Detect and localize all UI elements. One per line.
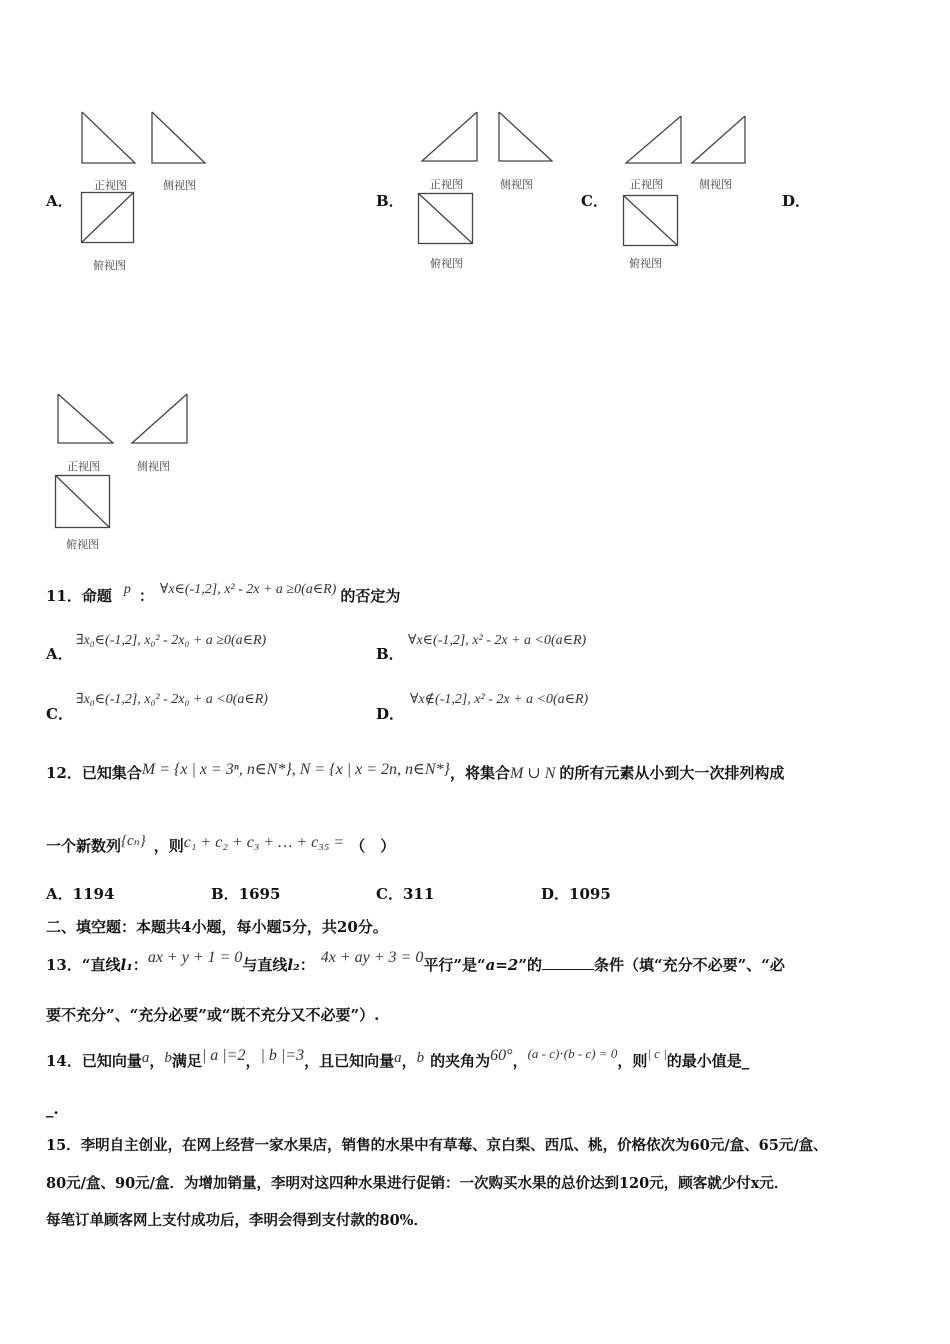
q12-line2: 一个新数列{cₙ} ，则c₁ + c₂ + c₃ + … + c₃₅ = （ ）: [46, 833, 396, 855]
q11-statement: ∀x∈(-1,2], x² - 2x + a ≥0(a∈R): [159, 582, 337, 597]
option-b-top-caption: 俯视图: [430, 257, 463, 270]
q11-option-b-expr: ∀x∈(-1,2], x² - 2x + a <0(a∈R): [408, 633, 587, 648]
option-d-label: D．: [782, 192, 811, 210]
option-a-front-view: [80, 110, 138, 166]
q12-option-b: B．1695: [211, 885, 281, 903]
q11-option-b-label: B．: [376, 645, 404, 663]
section-2-heading: 二、填空题：本题共4小题，每小题5分，共20分。: [46, 918, 388, 936]
q12-option-c: C．311: [376, 885, 435, 903]
option-b-top-view: [417, 192, 475, 246]
q12-set-n: , N = {x | x = 2n, n∈N*}: [291, 761, 450, 778]
q15-line2: 80元/盒、90元/盒．为增加销量，李明对这四种水果进行促销：一次购买水果的总价达到120元，顾客就少付x元．: [46, 1175, 789, 1192]
option-c-top-view: [622, 194, 680, 248]
q11-option-d-label: D．: [376, 705, 405, 723]
option-a-top-view: [80, 191, 136, 245]
option-d-top-caption: 俯视图: [66, 538, 99, 551]
option-b-label: B．: [376, 192, 404, 210]
option-c-side-caption: 侧视图: [699, 178, 732, 191]
option-a-label: A．: [46, 192, 73, 210]
q11-option-c-label: C．: [46, 705, 73, 723]
q11-stem: 11．命题 p ： ∀x∈(-1,2], x² - 2x + a ≥0(a∈R) 的否定为: [46, 582, 401, 605]
q14-line1: 14．已知向量a，b满足| a |=2，| b |=3，且已知向量a，b 的夹角为60°，(a - c)⋅(b - c) = 0，则| c |的最小值是_: [46, 1046, 750, 1070]
option-c-label: C．: [581, 192, 608, 210]
q14-line2: _.: [46, 1100, 59, 1118]
q11-option-c-expr: ∃x₀∈(-1,2], x₀² - 2x₀ + a <0(a∈R): [76, 692, 268, 707]
option-a-top-caption: 俯视图: [93, 259, 126, 272]
option-c-side-view: [690, 114, 748, 166]
option-c-front-caption: 正视图: [630, 178, 663, 191]
option-c-top-caption: 俯视图: [629, 257, 662, 270]
option-d-front-caption: 正视图: [67, 460, 100, 473]
q12-sum: c₁ + c₂ + c₃ + … + c₃₅ =: [183, 834, 345, 851]
option-c-front-view: [624, 114, 684, 166]
q11-option-a-label: A．: [46, 645, 73, 663]
option-a-side-view: [150, 110, 208, 166]
q12-line1: 12．已知集合M = {x | x = 3ⁿ, n∈N*}, N = {x | x = 2n, n∈N*}，将集合M ∪ N 的所有元素从小到大一次排列构成: [46, 761, 785, 782]
q15-line1: 15．李明自主创业，在网上经营一家水果店，销售的水果中有草莓、京白梨、西瓜、桃，价格依次为60元/盒、65元/盒、: [46, 1137, 828, 1154]
q13-answer-blank[interactable]: [542, 968, 594, 970]
option-a-front-caption: 正视图: [94, 179, 127, 192]
option-a-side-caption: 侧视图: [163, 179, 196, 192]
q14-condition: (a - c)⋅(b - c) = 0: [527, 1046, 618, 1061]
q11-option-a-expr: ∃x₀∈(-1,2], x₀² - 2x₀ + a ≥0(a∈R): [76, 633, 267, 648]
option-b-side-caption: 侧视图: [500, 178, 533, 191]
q15-line3: 每笔订单顾客网上支付成功后，李明会得到支付款的80%．: [46, 1212, 428, 1229]
option-d-side-caption: 侧视图: [137, 460, 170, 473]
option-d-side-view: [130, 392, 190, 446]
option-d-top-view: [54, 474, 112, 530]
q13-line2: 要不充分”、“充分必要”或“既不充分又不必要”）.: [46, 1006, 380, 1024]
q12-option-d: D．1095: [541, 885, 611, 903]
q12-sequence: {cₙ}: [121, 833, 146, 849]
option-b-side-view: [497, 110, 555, 164]
q12-option-a: A．1194: [46, 885, 115, 903]
q12-set-m: M = {x | x = 3ⁿ, n∈N*}: [141, 761, 292, 778]
option-b-front-caption: 正视图: [430, 178, 463, 191]
q11-option-d-expr: ∀x∉(-1,2], x² - 2x + a <0(a∈R): [410, 692, 589, 707]
option-b-front-view: [420, 110, 480, 164]
q13-line1: 13．“直线l₁：ax + y + 1 = 0与直线l₂： 4x + ay + 3 = 0平行”是“a=2”的 条件（填“充分不必要”、“必: [46, 949, 785, 974]
option-d-front-view: [56, 392, 116, 446]
